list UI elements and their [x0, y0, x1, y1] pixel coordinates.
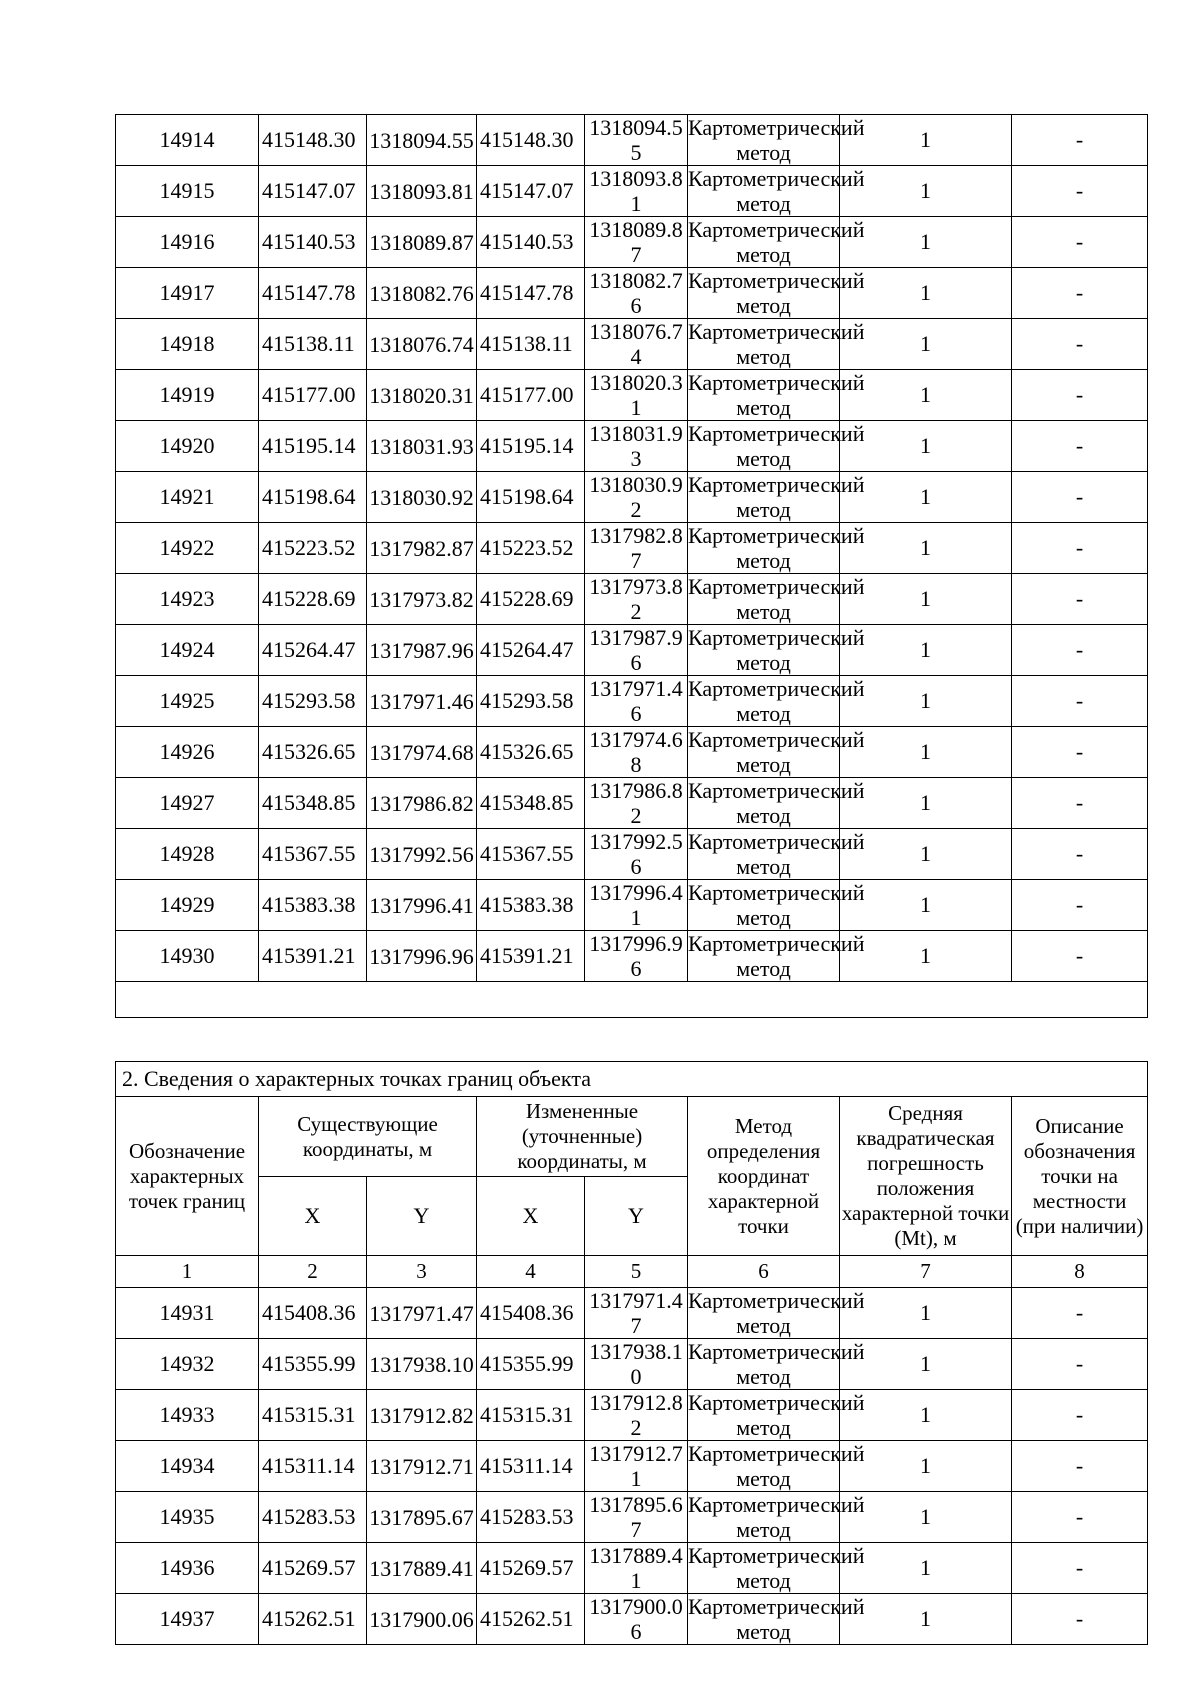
x-existing-cell: 415138.11 [259, 319, 367, 370]
table-row [116, 829, 1148, 880]
coordinate-value: 1317987.96 [369, 637, 474, 663]
method-cell: Картометрический метод [688, 574, 865, 624]
method-cell: Картометрический метод [688, 217, 865, 267]
point-name-cell: 14921 [116, 472, 259, 523]
mean-error-cell: 1 [840, 1543, 1012, 1594]
y-changed-cell [585, 370, 688, 421]
x-changed-cell: 415311.14 [477, 1441, 585, 1492]
coordinate-value: 1317987.96 [589, 625, 683, 675]
y-existing-cell [367, 115, 477, 166]
description-cell: - [1012, 319, 1148, 370]
coordinate-value: 1317938.10 [589, 1339, 683, 1389]
point-name-cell: 14934 [116, 1441, 259, 1492]
y-existing-cell [367, 1594, 477, 1645]
x-changed-cell: 415262.51 [477, 1594, 585, 1645]
column-number: 5 [585, 1256, 688, 1288]
y-changed-cell [585, 523, 688, 574]
mean-error-cell: 1 [840, 1390, 1012, 1441]
table-row [116, 727, 1148, 778]
mean-error-cell: 1 [840, 166, 1012, 217]
coordinate-value: 1317973.82 [589, 574, 683, 624]
coordinate-value: 1317992.56 [369, 841, 474, 867]
point-name-cell: 14914 [116, 115, 259, 166]
coordinate-value: 1317974.68 [589, 727, 683, 777]
mean-error-cell: 1 [840, 778, 1012, 829]
y-existing-cell [367, 1339, 477, 1390]
x-existing-cell: 415198.64 [259, 472, 367, 523]
y-changed-cell [585, 829, 688, 880]
table-row [116, 676, 1148, 727]
y-existing-cell [367, 1543, 477, 1594]
x-existing-cell: 415223.52 [259, 523, 367, 574]
mean-error-cell: 1 [840, 727, 1012, 778]
table2-header [116, 1062, 1148, 1288]
table-row [116, 268, 1148, 319]
header-y-existing: Y [367, 1177, 477, 1256]
y-changed-cell [585, 778, 688, 829]
boundary-points-table-continued [115, 114, 1148, 1018]
empty-row [116, 982, 1148, 1018]
x-changed-cell: 415293.58 [477, 676, 585, 727]
table-row [116, 1390, 1148, 1441]
method-cell: Картометрический метод [688, 472, 865, 522]
point-name-cell: 14937 [116, 1594, 259, 1645]
point-name-cell: 14932 [116, 1339, 259, 1390]
mean-error-cell: 1 [840, 217, 1012, 268]
x-changed-cell: 415223.52 [477, 523, 585, 574]
y-existing-cell [367, 931, 477, 982]
x-changed-cell: 415198.64 [477, 472, 585, 523]
table-row [116, 880, 1148, 931]
x-existing-cell: 415326.65 [259, 727, 367, 778]
mean-error-cell: 1 [840, 472, 1012, 523]
coordinate-value: 1317912.71 [589, 1441, 683, 1491]
description-cell: - [1012, 574, 1148, 625]
x-existing-cell: 415177.00 [259, 370, 367, 421]
column-number: 8 [1012, 1256, 1148, 1288]
description-cell: - [1012, 523, 1148, 574]
table-row [116, 370, 1148, 421]
x-existing-cell: 415315.31 [259, 1390, 367, 1441]
y-changed-cell [585, 931, 688, 982]
y-changed-cell [585, 421, 688, 472]
method-cell: Картометрический метод [688, 370, 865, 420]
table-row [116, 472, 1148, 523]
y-existing-cell [367, 370, 477, 421]
point-name-cell: 14918 [116, 319, 259, 370]
section-title: 2. Сведения о характерных точках границ объекта [116, 1062, 1148, 1097]
y-existing-cell [367, 676, 477, 727]
description-cell: - [1012, 829, 1148, 880]
coordinate-value: 1317973.82 [369, 586, 474, 612]
table-row [116, 1594, 1148, 1645]
method-cell: Картометрический метод [688, 931, 865, 981]
y-existing-cell [367, 574, 477, 625]
method-cell: Картометрический метод [688, 625, 865, 675]
table-row [116, 421, 1148, 472]
y-existing-cell [367, 778, 477, 829]
point-name-cell: 14920 [116, 421, 259, 472]
y-existing-cell [367, 523, 477, 574]
x-existing-cell: 415147.78 [259, 268, 367, 319]
y-existing-cell [367, 727, 477, 778]
mean-error-cell: 1 [840, 829, 1012, 880]
y-existing-cell [367, 1441, 477, 1492]
point-name-cell: 14931 [116, 1288, 259, 1339]
y-existing-cell [367, 166, 477, 217]
point-name-cell: 14928 [116, 829, 259, 880]
coordinate-value: 1317996.41 [589, 880, 683, 930]
method-cell: Картометрический метод [688, 1339, 865, 1389]
x-existing-cell: 415348.85 [259, 778, 367, 829]
x-changed-cell: 415408.36 [477, 1288, 585, 1339]
table-row [116, 523, 1148, 574]
description-cell: - [1012, 931, 1148, 982]
coordinate-value: 1317986.82 [589, 778, 683, 828]
coordinate-value: 1318094.55 [369, 127, 474, 153]
point-name-cell: 14922 [116, 523, 259, 574]
coordinate-value: 1317895.67 [589, 1492, 683, 1542]
empty-cell [116, 982, 1148, 1018]
coordinate-value: 1317889.41 [589, 1543, 683, 1593]
x-changed-cell: 415315.31 [477, 1390, 585, 1441]
method-cell: Картометрический метод [688, 880, 865, 930]
table2-body [116, 1288, 1148, 1645]
description-cell: - [1012, 1543, 1148, 1594]
coordinate-value: 1318093.81 [369, 178, 474, 204]
x-existing-cell: 415228.69 [259, 574, 367, 625]
column-number: 4 [477, 1256, 585, 1288]
description-cell: - [1012, 1441, 1148, 1492]
y-existing-cell [367, 319, 477, 370]
coordinate-value: 1317971.46 [589, 676, 683, 726]
description-cell: - [1012, 472, 1148, 523]
y-changed-cell [585, 676, 688, 727]
description-cell: - [1012, 115, 1148, 166]
method-cell: Картометрический метод [688, 421, 865, 471]
y-existing-cell [367, 625, 477, 676]
x-existing-cell: 415293.58 [259, 676, 367, 727]
point-name-cell: 14936 [116, 1543, 259, 1594]
header-y-changed: Y [585, 1177, 688, 1256]
header-x-changed: X [477, 1177, 585, 1256]
x-existing-cell: 415367.55 [259, 829, 367, 880]
mean-error-cell: 1 [840, 880, 1012, 931]
boundary-points-table [115, 1061, 1148, 1645]
method-cell: Картометрический метод [688, 1441, 865, 1491]
description-cell: - [1012, 166, 1148, 217]
x-existing-cell: 415195.14 [259, 421, 367, 472]
y-existing-cell [367, 1288, 477, 1339]
point-name-cell: 14917 [116, 268, 259, 319]
mean-error-cell: 1 [840, 1339, 1012, 1390]
table-row [116, 1339, 1148, 1390]
coordinate-value: 1317992.56 [589, 829, 683, 879]
mean-error-cell: 1 [840, 676, 1012, 727]
coordinate-value: 1318082.76 [369, 280, 474, 306]
method-cell: Картометрический метод [688, 1543, 865, 1593]
y-existing-cell [367, 268, 477, 319]
method-cell: Картометрический метод [688, 523, 865, 573]
coordinate-value: 1318020.31 [589, 370, 683, 420]
description-cell: - [1012, 1594, 1148, 1645]
mean-error-cell: 1 [840, 625, 1012, 676]
x-changed-cell: 415195.14 [477, 421, 585, 472]
column-number: 3 [367, 1256, 477, 1288]
point-name-cell: 14926 [116, 727, 259, 778]
method-cell: Картометрический метод [688, 1492, 865, 1542]
y-changed-cell [585, 319, 688, 370]
x-existing-cell: 415264.47 [259, 625, 367, 676]
x-existing-cell: 415148.30 [259, 115, 367, 166]
mean-error-cell: 1 [840, 1441, 1012, 1492]
method-cell: Картометрический метод [688, 829, 865, 879]
y-changed-cell [585, 1390, 688, 1441]
coordinate-value: 1317996.96 [369, 943, 474, 969]
point-name-cell: 14929 [116, 880, 259, 931]
point-name-cell: 14924 [116, 625, 259, 676]
y-changed-cell [585, 166, 688, 217]
point-name-cell: 14916 [116, 217, 259, 268]
description-cell: - [1012, 370, 1148, 421]
mean-error-cell: 1 [840, 1288, 1012, 1339]
column-number: 1 [116, 1256, 259, 1288]
point-name-cell: 14919 [116, 370, 259, 421]
y-changed-cell [585, 1594, 688, 1645]
coordinate-value: 1317996.41 [369, 892, 474, 918]
table-row [116, 166, 1148, 217]
coordinate-value: 1318089.87 [589, 217, 683, 267]
y-existing-cell [367, 880, 477, 931]
coordinate-value: 1317912.71 [369, 1453, 474, 1479]
point-name-cell: 14915 [116, 166, 259, 217]
mean-error-cell: 1 [840, 370, 1012, 421]
x-existing-cell: 415311.14 [259, 1441, 367, 1492]
x-changed-cell: 415264.47 [477, 625, 585, 676]
table-row [116, 1492, 1148, 1543]
table-row [116, 931, 1148, 982]
y-changed-cell [585, 217, 688, 268]
y-changed-cell [585, 625, 688, 676]
coordinate-value: 1317889.41 [369, 1555, 474, 1581]
method-cell: Картометрический метод [688, 319, 865, 369]
table1-body [116, 115, 1148, 1018]
y-changed-cell [585, 115, 688, 166]
x-changed-cell: 415147.78 [477, 268, 585, 319]
point-name-cell: 14923 [116, 574, 259, 625]
x-existing-cell: 415262.51 [259, 1594, 367, 1645]
x-changed-cell: 415391.21 [477, 931, 585, 982]
coordinate-value: 1318031.93 [589, 421, 683, 471]
coordinate-value: 1318089.87 [369, 229, 474, 255]
y-existing-cell [367, 421, 477, 472]
description-cell: - [1012, 1288, 1148, 1339]
point-name-cell: 14927 [116, 778, 259, 829]
coordinate-value: 1317971.47 [589, 1288, 683, 1338]
coordinate-value: 1317982.87 [369, 535, 474, 561]
x-changed-cell: 415147.07 [477, 166, 585, 217]
y-existing-cell [367, 217, 477, 268]
method-cell: Картометрический метод [688, 268, 865, 318]
x-changed-cell: 415383.38 [477, 880, 585, 931]
y-changed-cell [585, 574, 688, 625]
column-number: 7 [840, 1256, 1012, 1288]
coordinate-value: 1318093.81 [589, 166, 683, 216]
x-existing-cell: 415408.36 [259, 1288, 367, 1339]
coordinate-value: 1318094.55 [589, 115, 683, 165]
method-cell: Картометрический метод [688, 166, 865, 216]
coordinate-value: 1317986.82 [369, 790, 474, 816]
mean-error-cell: 1 [840, 319, 1012, 370]
method-cell: Картометрический метод [688, 115, 865, 165]
coordinate-value: 1318076.74 [589, 319, 683, 369]
coordinate-value: 1317974.68 [369, 739, 474, 765]
method-cell: Картометрический метод [688, 1390, 865, 1440]
header-method: Метод определения координат характерной точки [688, 1097, 840, 1256]
header-existing-coords: Существующие координаты, м [259, 1097, 477, 1177]
coordinate-value: 1317971.46 [369, 688, 474, 714]
coordinate-value: 1318076.74 [369, 331, 474, 357]
mean-error-cell: 1 [840, 574, 1012, 625]
coordinate-value: 1317971.47 [369, 1300, 474, 1326]
header-mean-error: Средняя квадратическая погрешность положения характерной точки (Mt), м [840, 1097, 1012, 1256]
header-x-existing: X [259, 1177, 367, 1256]
mean-error-cell: 1 [840, 931, 1012, 982]
coordinate-value: 1317900.06 [589, 1594, 683, 1644]
y-changed-cell [585, 1339, 688, 1390]
method-cell: Картометрический метод [688, 727, 865, 777]
x-changed-cell: 415355.99 [477, 1339, 585, 1390]
y-changed-cell [585, 1441, 688, 1492]
x-changed-cell: 415228.69 [477, 574, 585, 625]
x-changed-cell: 415140.53 [477, 217, 585, 268]
coordinate-value: 1317912.82 [369, 1402, 474, 1428]
method-cell: Картометрический метод [688, 778, 865, 828]
x-changed-cell: 415326.65 [477, 727, 585, 778]
table-row [116, 1543, 1148, 1594]
description-cell: - [1012, 1390, 1148, 1441]
y-changed-cell [585, 1288, 688, 1339]
point-name-cell: 14933 [116, 1390, 259, 1441]
table-row [116, 1288, 1148, 1339]
column-number: 2 [259, 1256, 367, 1288]
x-existing-cell: 415147.07 [259, 166, 367, 217]
y-existing-cell [367, 472, 477, 523]
mean-error-cell: 1 [840, 268, 1012, 319]
coordinate-value: 1318020.31 [369, 382, 474, 408]
coordinate-value: 1317900.06 [369, 1606, 474, 1632]
y-existing-cell [367, 1390, 477, 1441]
description-cell: - [1012, 268, 1148, 319]
description-cell: - [1012, 1492, 1148, 1543]
y-changed-cell [585, 727, 688, 778]
coordinate-value: 1317982.87 [589, 523, 683, 573]
description-cell: - [1012, 727, 1148, 778]
coordinate-value: 1318030.92 [369, 484, 474, 510]
x-changed-cell: 415138.11 [477, 319, 585, 370]
x-changed-cell: 415348.85 [477, 778, 585, 829]
header-point-name: Обозначение характерных точек границ [116, 1097, 259, 1256]
x-changed-cell: 415367.55 [477, 829, 585, 880]
point-name-cell: 14930 [116, 931, 259, 982]
description-cell: - [1012, 880, 1148, 931]
method-cell: Картометрический метод [688, 1594, 865, 1644]
description-cell: - [1012, 778, 1148, 829]
mean-error-cell: 1 [840, 115, 1012, 166]
mean-error-cell: 1 [840, 523, 1012, 574]
coordinate-value: 1318031.93 [369, 433, 474, 459]
y-changed-cell [585, 1543, 688, 1594]
coordinate-value: 1317938.10 [369, 1351, 474, 1377]
mean-error-cell: 1 [840, 1492, 1012, 1543]
x-changed-cell: 415283.53 [477, 1492, 585, 1543]
x-existing-cell: 415140.53 [259, 217, 367, 268]
mean-error-cell: 1 [840, 1594, 1012, 1645]
table-row [116, 1441, 1148, 1492]
point-name-cell: 14925 [116, 676, 259, 727]
column-number: 6 [688, 1256, 840, 1288]
description-cell: - [1012, 217, 1148, 268]
coordinate-value: 1317912.82 [589, 1390, 683, 1440]
x-existing-cell: 415355.99 [259, 1339, 367, 1390]
description-cell: - [1012, 676, 1148, 727]
table-row [116, 217, 1148, 268]
x-changed-cell: 415177.00 [477, 370, 585, 421]
table-row [116, 574, 1148, 625]
x-existing-cell: 415391.21 [259, 931, 367, 982]
y-changed-cell [585, 268, 688, 319]
y-existing-cell [367, 1492, 477, 1543]
y-changed-cell [585, 472, 688, 523]
table-row [116, 319, 1148, 370]
mean-error-cell: 1 [840, 421, 1012, 472]
method-cell: Картометрический метод [688, 1288, 865, 1338]
x-existing-cell: 415269.57 [259, 1543, 367, 1594]
table-row [116, 778, 1148, 829]
description-cell: - [1012, 421, 1148, 472]
x-existing-cell: 415383.38 [259, 880, 367, 931]
point-name-cell: 14935 [116, 1492, 259, 1543]
coordinate-value: 1317895.67 [369, 1504, 474, 1530]
x-existing-cell: 415283.53 [259, 1492, 367, 1543]
y-existing-cell [367, 829, 477, 880]
coordinate-value: 1318030.92 [589, 472, 683, 522]
header-changed-coords: Измененные (уточненные) координаты, м [477, 1097, 688, 1177]
coordinate-value: 1318082.76 [589, 268, 683, 318]
coordinate-value: 1317996.96 [589, 931, 683, 981]
table-row [116, 625, 1148, 676]
x-changed-cell: 415148.30 [477, 115, 585, 166]
table-row [116, 115, 1148, 166]
y-changed-cell [585, 880, 688, 931]
y-changed-cell [585, 1492, 688, 1543]
x-changed-cell: 415269.57 [477, 1543, 585, 1594]
description-cell: - [1012, 625, 1148, 676]
header-description: Описание обозначения точки на местности (при наличии) [1012, 1097, 1148, 1256]
method-cell: Картометрический метод [688, 676, 865, 726]
description-cell: - [1012, 1339, 1148, 1390]
